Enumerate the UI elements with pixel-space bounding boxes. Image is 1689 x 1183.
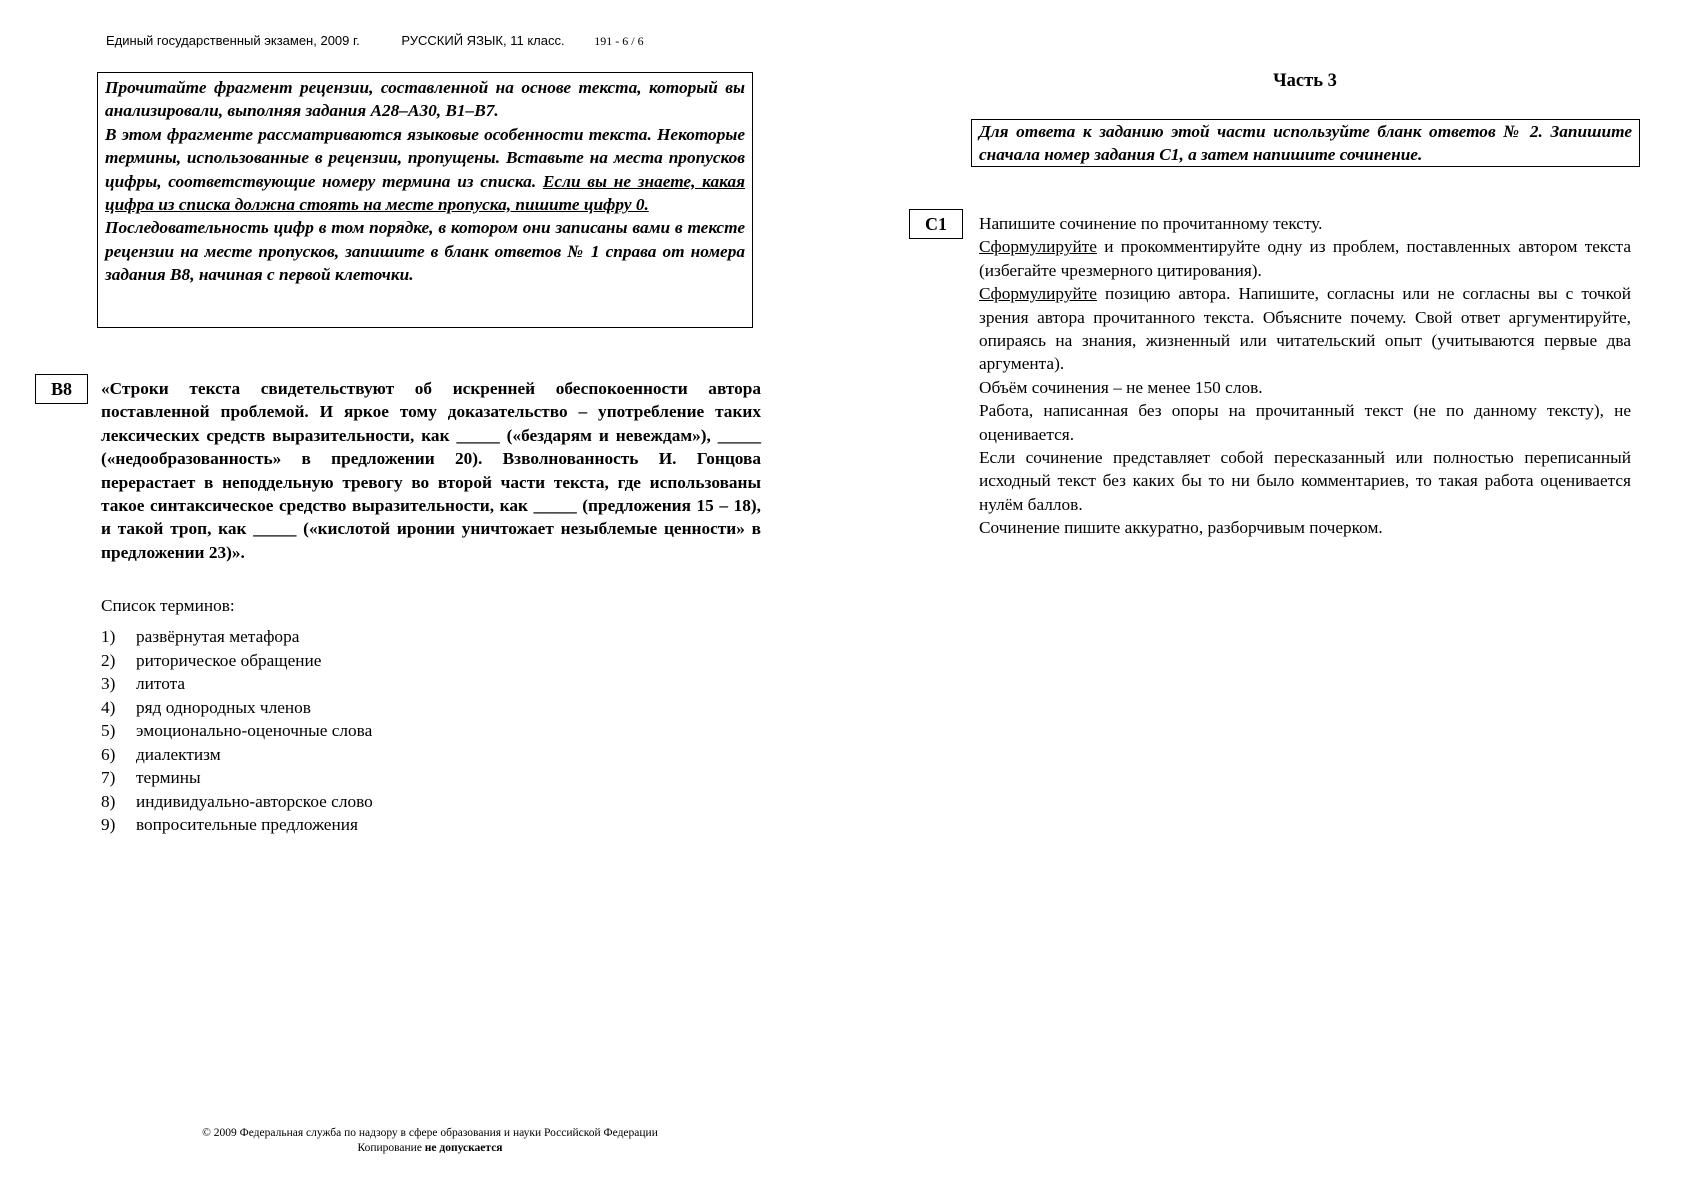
page-header bbox=[106, 33, 644, 49]
instruction-p2-text: В этом фрагменте рассматриваются языковые особенности текста. Некоторые термины, использованные в рецензии, пропущены. Вставьте на места пропусков цифры, соответствующие номеру термина из списка. bbox=[105, 124, 745, 191]
term-item bbox=[101, 696, 373, 720]
exam-title: Единый государственный экзамен, 2009 г. bbox=[106, 33, 360, 48]
task-c1-text bbox=[979, 212, 1631, 540]
copy-notice bbox=[160, 1141, 700, 1156]
term-text: эмоционально-оценочные слова bbox=[136, 721, 373, 740]
term-item bbox=[101, 719, 373, 743]
page-footer bbox=[160, 1126, 700, 1156]
term-text: ряд однородных членов bbox=[136, 697, 311, 717]
terms-title: Список терминов: bbox=[101, 596, 235, 615]
term-text: индивидуально-авторское слово bbox=[136, 791, 373, 811]
instruction-p2 bbox=[105, 123, 745, 217]
c1-p3-underlined: Сформулируйте bbox=[979, 284, 1097, 304]
task-c1-label: С1 bbox=[909, 209, 963, 239]
term-number: 9) bbox=[101, 815, 116, 834]
instruction-p1: Прочитайте фрагмент рецензии, составленной на основе текста, который вы анализировали, выполняя задания А28–А30, В1–В7. bbox=[105, 78, 745, 121]
term-text: термины bbox=[136, 768, 201, 787]
term-text: диалектизм bbox=[136, 744, 221, 764]
term-item bbox=[101, 743, 373, 767]
part3-title: Часть 3 bbox=[1273, 71, 1337, 91]
term-item bbox=[101, 672, 373, 696]
term-number: 2) bbox=[101, 650, 116, 670]
copy-notice-text: Копирование bbox=[357, 1142, 425, 1154]
term-text: риторическое обращение bbox=[136, 650, 322, 670]
c1-p7: Сочинение пишите аккуратно, разборчивым почерком. bbox=[979, 518, 1383, 538]
c1-p4: Объём сочинения – не менее 150 слов. bbox=[979, 377, 1263, 397]
term-text: развёрнутая метафора bbox=[136, 627, 300, 646]
term-item bbox=[101, 625, 373, 649]
term-number: 3) bbox=[101, 674, 116, 693]
c1-p6: Если сочинение представляет собой пересказанный или полностью переписанный исходный текст без каких бы то ни было комментариев, то такая работа оценивается нулём баллов. bbox=[979, 448, 1631, 514]
c1-p2-underlined: Сформулируйте bbox=[979, 237, 1097, 257]
term-item bbox=[101, 813, 373, 837]
term-number: 7) bbox=[101, 768, 116, 787]
c1-p2-text: и прокомментируйте одну из проблем, поставленных автором текста (избегайте чрезмерного цитирования). bbox=[979, 237, 1631, 280]
term-item bbox=[101, 766, 373, 790]
c1-p2 bbox=[979, 235, 1631, 282]
task-b8-label: В8 bbox=[35, 374, 88, 404]
c1-p3 bbox=[979, 282, 1631, 376]
b8-instruction-box bbox=[97, 72, 753, 328]
terms-list bbox=[101, 625, 373, 837]
term-text: литота bbox=[136, 674, 186, 693]
term-number: 8) bbox=[101, 791, 116, 811]
c1-p5: Работа, написанная без опоры на прочитанный текст (не по данному тексту), не оценивается. bbox=[979, 401, 1631, 444]
copyright-line: © 2009 Федеральная служба по надзору в сфере образования и науки Российской Федерации bbox=[202, 1127, 658, 1139]
term-text: вопросительные предложения bbox=[136, 815, 358, 834]
term-number: 6) bbox=[101, 744, 116, 764]
c1-p3-text: позицию автора. Напишите, согласны или не согласны вы с точкой зрения автора прочитанного текста. Объясните почему. Свой ответ аргументируйте, опираясь на знания, жизненный или читательский опыт (учитываются первые два аргумента). bbox=[979, 284, 1631, 374]
subject-title: РУССКИЙ ЯЗЫК, 11 класс. bbox=[401, 33, 565, 48]
task-b8-text: «Строки текста свидетельствуют об искренней обеспокоенности автора поставленной проблемой. И яркое тому доказательство – употребление таких лексических средств выразительности, как _____ («бездарям и невеждам»), _____ («недообразованность» в предложении 20). Взволнованность И. Гонцова перерастает в неподдельную тревогу во второй части текста, где использованы такое синтаксическое средство выразительности, как _____ (предложения 15 – 18), и такой троп, как _____ («кислотой иронии уничтожает незыблемые ценности» в предложении 23)». bbox=[101, 379, 761, 562]
instruction-p3: Последовательность цифр в том порядке, в котором они записаны вами в тексте рецензии на месте пропусков, запишите в бланк ответов № 1 справа от номера задания В8, начиная с первой клеточки. bbox=[105, 218, 745, 285]
term-number: 5) bbox=[101, 721, 116, 740]
page-code: 191 - 6 / 6 bbox=[594, 34, 644, 48]
term-number: 1) bbox=[101, 627, 116, 646]
term-item bbox=[101, 649, 373, 673]
instruction-p2-underlined: Если вы не знаете, какая цифра из списка должна стоять на месте пропуска, пишите цифру 0. bbox=[105, 171, 745, 215]
term-number: 4) bbox=[101, 697, 116, 717]
part3-instruction-box: Для ответа к заданию этой части используйте бланк ответов № 2. Запишите сначала номер задания С1, а затем напишите сочинение. bbox=[971, 119, 1640, 167]
c1-p1: Напишите сочинение по прочитанному тексту. bbox=[979, 214, 1323, 233]
copy-notice-bold: не допускается bbox=[424, 1142, 503, 1154]
term-item bbox=[101, 790, 373, 814]
